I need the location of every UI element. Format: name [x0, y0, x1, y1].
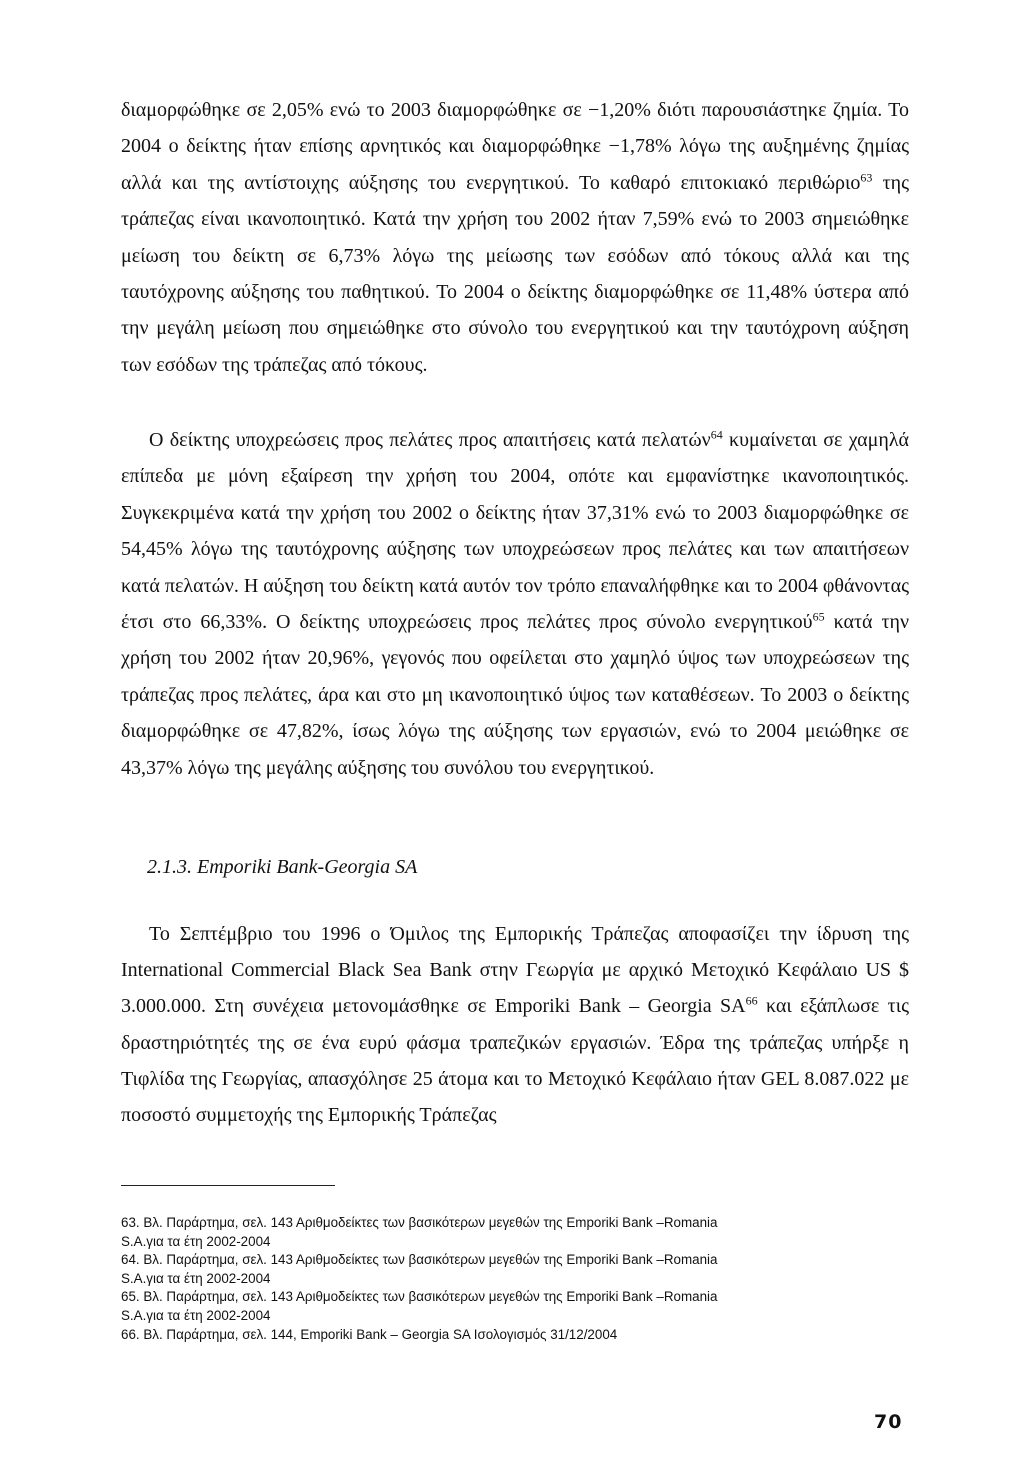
footnote-text: 64. Βλ. Παράρτημα, σελ. 143 Αριθμοδείκτες των βασικότερων μεγεθών της Emporiki Bank –Romania — [121, 1252, 718, 1268]
body-paragraph-2 — [121, 422, 909, 786]
footnote-marker-64: 64 — [710, 427, 723, 442]
footnote-64 — [121, 1251, 921, 1288]
footnote-text: S.A.για τα έτη 2002-2004 — [121, 1307, 271, 1323]
footnote-marker-63: 63 — [860, 170, 873, 185]
footnote-text: 65. Βλ. Παράρτημα, σελ. 143 Αριθμοδείκτες των βασικότερων μεγεθών της Emporiki Bank –Romania — [121, 1289, 718, 1305]
footnotes-list — [121, 1214, 921, 1344]
footnote-marker-65: 65 — [812, 609, 825, 624]
footnote-text: 66. Βλ. Παράρτημα, σελ. 144, Emporiki Bank – Georgia SA Ισολογισμός 31/12/2004 — [121, 1326, 618, 1342]
footnote-66 — [121, 1326, 921, 1345]
footnote-63 — [121, 1214, 921, 1251]
paragraph-text: διαμορφώθηκε σε 2,05% ενώ το 2003 διαμορφώθηκε σε −1,20% διότι παρουσιάστηκε ζημία. Το 2004 ο δείκτης ήταν επίσης αρνητικός και διαμορφώθηκε −1,78% λόγω της αυξημένης ζημίας αλλά και της αντίστοιχης αύξησης του ενεργητικού. Το καθαρό επιτοκιακό περιθώριο — [121, 99, 909, 194]
paragraph-text: και εξάπλωσε τις δραστηριότητές της σε ένα ευρύ φάσμα τραπεζικών εργασιών. Έδρα της τράπεζας υπήρξε η Τιφλίδα της Γεωργίας, απασχόλησε 25 άτομα και το Μετοχικό Κεφάλαιο ήταν GEL 8.087.022 με ποσοστό συμμετοχής της Εμπορικής Τράπεζας — [121, 995, 909, 1127]
footnote-text: 63. Βλ. Παράρτημα, σελ. 143 Αριθμοδείκτες των βασικότερων μεγεθών της Emporiki Bank –Romania — [121, 1215, 718, 1230]
paragraph-text: κυμαίνεται σε χαμηλά επίπεδα με μόνη εξαίρεση την χρήση του 2004, οπότε και εμφανίστηκε ικανοποιητικός. Συγκεκριμένα κατά την χρήση του 2002 ο δείκτης ήταν 37,31% ενώ το 2003 διαμορφώθηκε σε 54,45% λόγω της ταυτόχρονης αύξησης των υποχρεώσεων προς πελάτες και των απαιτήσεων κατά πελατών. Η αύξηση του δείκτη κατά αυτόν τον τρόπο επαναλήφθηκε και το 2004 φθάνοντας έτσι στο 66,33%. Ο δείκτης υποχρεώσεις προς πελάτες προς σύνολο ενεργητικού — [121, 429, 909, 634]
paragraph-text: της τράπεζας είναι ικανοποιητικό. Κατά την χρήση του 2002 ήταν 7,59% ενώ το 2003 σημειώθηκε μείωση του δείκτη σε 6,73% λόγω της μείωσης των εσόδων από τόκους αλλά και της ταυτόχρονης αύξησης του παθητικού. Το 2004 ο δείκτης διαμορφώθηκε σε 11,48% ύστερα από την μεγάλη μείωση που σημειώθηκε στο σύνολο του ενεργητικού και την ταυτόχρονη αύξηση των εσόδων της τράπεζας από τόκους. — [121, 171, 909, 376]
footnote-65 — [121, 1288, 921, 1325]
paragraph-text: Το Σεπτέμβριο του 1996 ο Όμιλος της Εμπορικής Τράπεζας αποφασίζει την ίδρυση της International Commercial Black Sea Bank στην Γεωργία με αρχικό Μετοχικό Κεφάλαιο US $ 3.000.000. Στη συνέχεια μετονομάσθηκε σε Emporiki Bank – Georgia SA — [121, 923, 909, 1018]
footnote-text: S.A.για τα έτη 2002-2004 — [121, 1270, 271, 1286]
page-number: 70 — [874, 1411, 903, 1433]
paragraph-text: Ο δείκτης υποχρεώσεις προς πελάτες προς απαιτήσεις κατά πελατών — [149, 429, 711, 451]
footnote-marker-66: 66 — [745, 993, 758, 1008]
body-paragraph-1 — [121, 92, 909, 383]
footnote-text: S.A.για τα έτη 2002-2004 — [121, 1233, 271, 1249]
footnote-separator — [121, 1185, 335, 1186]
section-heading: 2.1.3. Emporiki Bank-Georgia SA — [147, 856, 418, 878]
paragraph-text: κατά την χρήση του 2002 ήταν 20,96%, γεγονός που οφείλεται στο χαμηλό ύψος των υποχρεώσεων της τράπεζας προς πελάτες, άρα και στο μη ικανοποιητικό ύψος των καταθέσεων. Το 2003 ο δείκτης διαμορφώθηκε σε 47,82%, ίσως λόγω της αύξησης των εργασιών, ενώ το 2004 μειώθηκε σε 43,37% λόγω της μεγάλης αύξησης του συνόλου του ενεργητικού. — [121, 611, 910, 779]
body-paragraph-3 — [121, 916, 909, 1133]
